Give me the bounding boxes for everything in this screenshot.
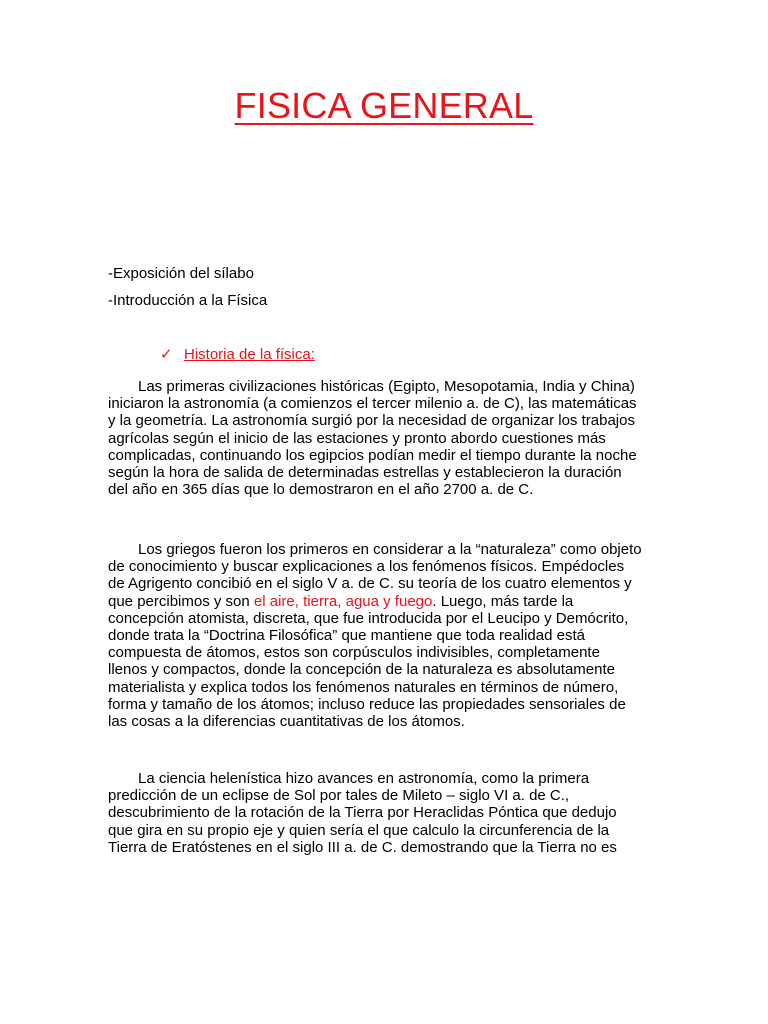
section-heading-bullet bbox=[160, 346, 315, 364]
paragraph-line-with-highlight bbox=[108, 593, 664, 610]
checkmark-icon: ✓ bbox=[160, 346, 173, 363]
paragraph-line: de Agrigento concibió en el siglo V a. de C. su teoría de los cuatro elementos y bbox=[108, 575, 632, 593]
paragraph-greeks bbox=[108, 541, 664, 730]
agenda-item-syllabus: -Exposición del sílabo bbox=[108, 265, 254, 282]
paragraph-line: materialista y explica todos los fenómenos naturales en términos de número, bbox=[108, 678, 619, 696]
paragraph-line: del año en 365 días que lo demostraron en el año 2700 a. de C. bbox=[108, 481, 534, 499]
section-heading-label: Historia de la física: bbox=[184, 346, 315, 363]
paragraph-line: La ciencia helenística hizo avances en astronomía, como la primera bbox=[138, 770, 590, 787]
text-run: que percibimos y son bbox=[108, 592, 254, 610]
paragraph-line: donde trata la “Doctrina Filosófica” que mantiene que toda realidad está bbox=[108, 627, 585, 645]
highlighted-elements-text: el aire, tierra, agua y fuego bbox=[253, 592, 433, 610]
text-run: . Luego, más tarde la bbox=[432, 592, 574, 610]
paragraph-line: según la hora de salida de determinadas estrellas y establecieron la duración bbox=[108, 464, 622, 482]
paragraph-line: compuesta de átomos, estos son corpúsculos indivisibles, completamente bbox=[108, 644, 600, 662]
paragraph-line: las cosas a la diferencias cuantitativas de los átomos. bbox=[108, 713, 465, 731]
paragraph-line: forma y tamaño de los átomos; incluso reduce las propiedades sensoriales de bbox=[108, 695, 626, 713]
paragraph-line: complicadas, continuando los egipcios podían medir el tiempo durante la noche bbox=[108, 446, 637, 464]
paragraph-line: descubrimiento de la rotación de la Tierra por Heraclidas Póntica que dedujo bbox=[108, 804, 617, 822]
paragraph-hellenistic bbox=[108, 770, 664, 856]
paragraph-line: Las primeras civilizaciones históricas (Egipto, Mesopotamia, India y China) bbox=[138, 378, 635, 395]
paragraph-line: y la geometría. La astronomía surgió por la necesidad de organizar los trabajos bbox=[108, 412, 635, 430]
paragraph-line: Los griegos fueron los primeros en considerar a la “naturaleza” como objeto bbox=[138, 541, 642, 558]
paragraph-line: llenos y compactos, donde la concepción de la naturaleza es absolutamente bbox=[108, 661, 615, 679]
paragraph-line: agrícolas según el inicio de las estaciones y pronto abordo cuestiones más bbox=[108, 429, 606, 447]
paragraph-line: que gira en su propio eje y quien sería el que calculo la circunferencia de la bbox=[108, 821, 610, 839]
paragraph-line: concepción atomista, discreta, que fue introducida por el Leucipo y Demócrito, bbox=[108, 609, 629, 627]
agenda-item-introduction: -Introducción a la Física bbox=[108, 292, 268, 309]
paragraph-history-1 bbox=[108, 378, 664, 498]
document-title: FISICA GENERAL bbox=[234, 85, 534, 126]
paragraph-line: de conocimiento y buscar explicaciones a los fenómenos físicos. Empédocles bbox=[108, 558, 625, 576]
paragraph-line: Tierra de Eratóstenes en el siglo III a. de C. demostrando que la Tierra no es bbox=[108, 838, 617, 856]
paragraph-line: iniciaron la astronomía (a comienzos el tercer milenio a. de C), las matemáticas bbox=[108, 395, 637, 413]
paragraph-line: predicción de un eclipse de Sol por tales de Mileto – siglo VI a. de C., bbox=[108, 787, 570, 805]
